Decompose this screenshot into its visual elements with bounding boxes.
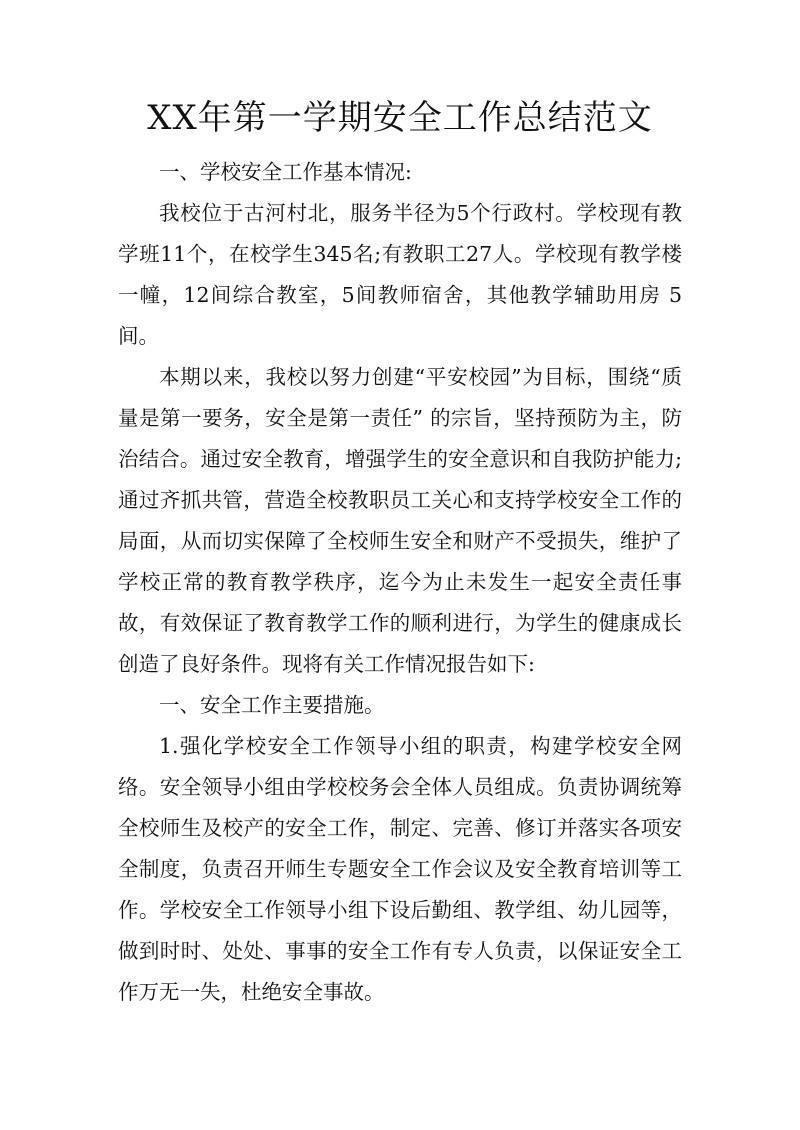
paragraph-school-overview: 我校位于古河村北，服务半径为5个行政村。学校现有教学班11个，在校学生345名;有教职工27人。学校现有教学楼一幢，12间综合教室，5间教师宿舍，其他教学辅助用房 5 间。 xyxy=(118,201,682,348)
section-heading-main-measures: 一、安全工作主要措施。 xyxy=(159,693,385,717)
paragraph-semester-summary: 本期以来，我校以努力创建“平安校园”为目标，围绕“质量是第一要务，安全是第一责任” 的宗旨，坚持预防为主，防治结合。通过安全教育，增强学生的安全意识和自我防护能力;通过齐抓共管，营造全校教职员工关心和支持学校安全工作的局面，从而切实保障了全校师生安全和财产不受损失，维护了学校正常的教育教学秩序，迄今为止未发生一起安全责任事故，有效保证了教育教学工作的顺利进行，为学生的健康成长创造了良好条件。现将有关工作情况报告如下: xyxy=(118,365,682,676)
document-body xyxy=(118,152,682,1013)
paragraph-leadership-group: 1.强化学校安全工作领导小组的职责，构建学校安全网络。安全领导小组由学校校务会全体人员组成。负责协调统筹全校师生及校产的安全工作，制定、完善、修订并落实各项安全制度，负责召开师生专题安全工作会议及安全教育培训等工作。学校安全工作领导小组下设后勤组、教学组、幼儿园等，做到时时、处处、事事的安全工作有专人负责，以保证安全工作万无一失，杜绝安全事故。 xyxy=(118,734,682,1004)
section-heading-basic-situation: 一、学校安全工作基本情况: xyxy=(159,160,412,184)
document-title: XX年第一学期安全工作总结范文 xyxy=(147,98,653,138)
